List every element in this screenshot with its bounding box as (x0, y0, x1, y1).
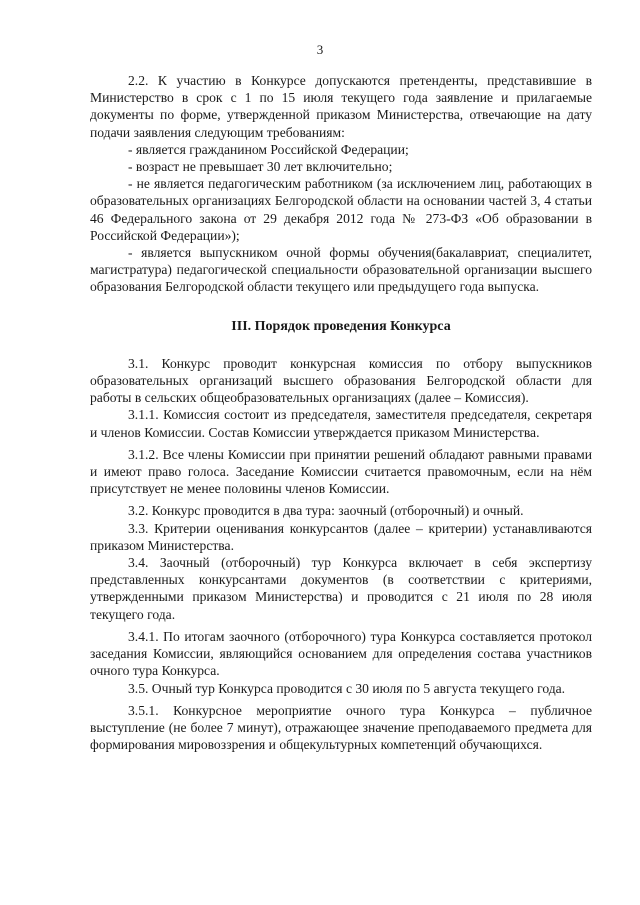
requirement-age: - возраст не превышает 30 лет включительно; (128, 159, 393, 175)
requirement-not-teacher: - не является педагогическим работником (за исключением лиц, работающих в образовательных организациях Белгородской области на основании частей 3, 4 статьи 46 Федерального закона от 29 декабря 2012 года № 273-ФЗ «Об образовании в Российской Федерации»); (90, 176, 592, 243)
paragraph-3-3: 3.3. Критерии оценивания конкурсантов (далее – критерии) устанавливаются приказом Министерства. (90, 520, 592, 553)
document-body (90, 72, 592, 753)
paragraph-3-1: 3.1. Конкурс проводит конкурсная комиссия по отбору выпускников образовательных организаций высшего образования Белгородской области для работы в сельских общеобразовательных организациях (далее – Комиссия). (90, 355, 592, 406)
paragraph-3-5-1: 3.5.1. Конкурсное мероприятие очного тура Конкурса – публичное выступление (не более 7 минут), отражающее значение преподаваемого предмета для формирования мировоззрения и общекультурных компетенций обучающихся. (90, 702, 592, 753)
requirement-graduate: - является выпускником очной формы обучения(бакалавриат, специалитет, магистратура) педагогической специальности образовательной организации высшего образования Белгородской области текущего или предыдущего года выпуска. (90, 245, 592, 295)
paragraph-2-2: 2.2. К участию в Конкурсе допускаются претенденты, представившие в Министерство в срок с 1 по 15 июля текущего года заявление и прилагаемые документы по форме, утвержденной приказом Министерства, отвечающие на дату подачи заявления следующим требованиям: (90, 73, 592, 140)
requirement-citizenship: - является гражданином Российской Федерации; (128, 141, 409, 157)
paragraph-3-1-2: 3.1.2. Все члены Комиссии при принятии решений обладают равными правами и имеют право голоса. Заседание Комиссии считается правомочным, если на нём присутствует не менее половины членов Комиссии. (90, 446, 592, 497)
paragraph-3-4: 3.4. Заочный (отборочный) тур Конкурса включает в себя экспертизу представленных конкурсантами документов (в соответствии с критериями, утвержденными приказом Министерства) и проводится с 21 июля по 28 июля текущего года. (90, 555, 592, 622)
section-heading: III. Порядок проведения Конкурса (231, 318, 451, 334)
paragraph-3-2: 3.2. Конкурс проводится в два тура: заочный (отборочный) и очный. (128, 503, 524, 519)
paragraph-3-1-1: 3.1.1. Комиссия состоит из председателя, заместителя председателя, секретаря и членов Комиссии. Состав Комиссии утверждается приказом Министерства. (90, 407, 592, 440)
page-number: 3 (316, 42, 324, 57)
paragraph-3-4-1: 3.4.1. По итогам заочного (отборочного) тура Конкурса составляется протокол заседания Комиссии, являющийся основанием для определения состава участников очного тура Конкурса. (90, 628, 592, 679)
paragraph-3-5: 3.5. Очный тур Конкурса проводится с 30 июля по 5 августа текущего года. (128, 680, 566, 696)
